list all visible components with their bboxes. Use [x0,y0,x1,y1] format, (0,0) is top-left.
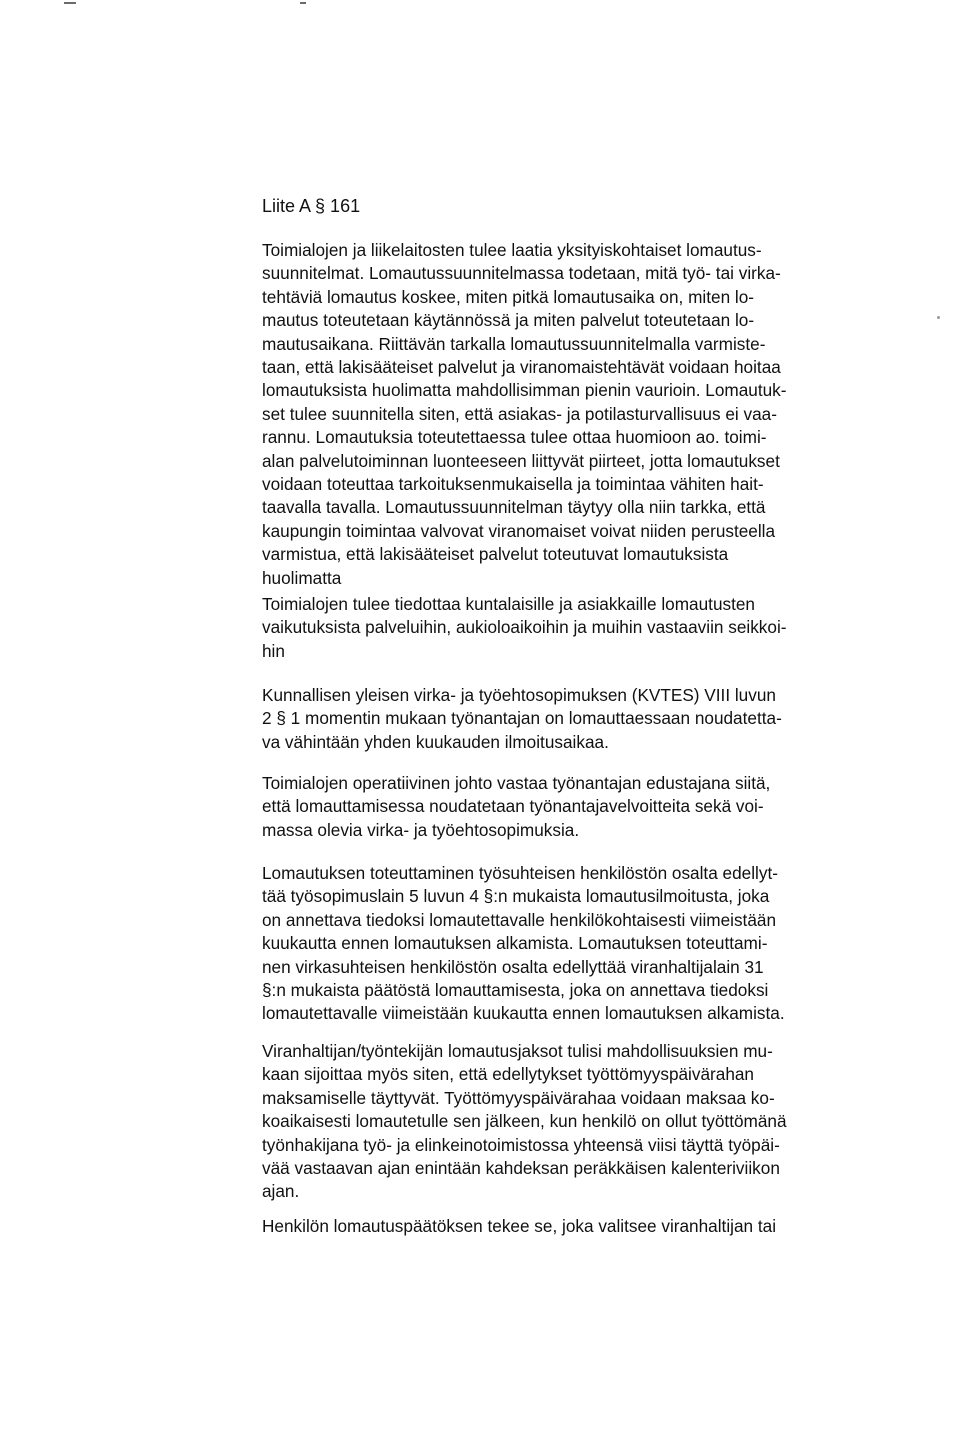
text-line: lomautettavalle viimeistään kuukautta ennen lomautuksen alkamista. [262,1003,785,1024]
text-line: kuukautta ennen lomautuksen alkamista. Lomautuksen toteuttami- [262,933,768,954]
text-line: varmistua, että lakisääteiset palvelut toteutuvat lomautuksista [262,544,729,565]
text-line: va vähintään yhden kuukauden ilmoitusaikaa. [262,731,609,752]
text-line: kaupungin toimintaa valvovat viranomaiset voivat niiden perusteella [262,520,776,541]
scan-artifact-mark [64,2,76,4]
text-line: ajan. [262,1181,300,1202]
text-line: Toimialojen ja liikelaitosten tulee laatia yksityiskohtaiset lomautus- [262,240,762,260]
text-line: taan, että lakisääteiset palvelut ja viranomaistehtävät voidaan hoitaa [262,357,781,378]
text-line: Toimialojen operatiivinen johto vastaa työnantajan edustajana siitä, [262,773,771,793]
text-line: mautus toteutetaan käytännössä ja miten palvelut toteutetaan lo- [262,310,755,331]
text-line: hin [262,640,285,661]
paragraph-lomautussuunnitelmat [262,239,786,590]
text-line: Kunnallisen yleisen virka- ja työehtosopimuksen (KVTES) VIII luvun [262,685,776,705]
text-line: 2 § 1 momentin mukaan työnantajan on lomauttaessaan noudatetta- [262,708,782,729]
text-line: on annettava tiedoksi lomautettavalle henkilökohtaisesti viimeistään [262,909,777,930]
text-line: massa olevia virka- ja työehtosopimuksia. [262,819,580,840]
scan-artifact-speck [937,316,940,319]
text-line: mautusaikana. Riittävän tarkalla lomautussuunnitelmalla varmiste- [262,333,766,354]
text-line: set tulee suunnitella siten, että asiakas- ja potilasturvallisuus ei vaa- [262,403,777,424]
text-line: työnhakijana työ- ja elinkeinotoimistossa yhteensä viisi täyttä työpäi- [262,1134,780,1155]
text-line: tää työsopimuslain 5 luvun 4 §:n mukaista lomautusilmoitusta, joka [262,886,770,907]
paragraph-lomautuksen-toteuttaminen [262,862,785,1026]
paragraph-operatiivinen-johto [262,772,770,842]
scan-artifact-mark [300,2,306,4]
text-line: §:n mukaista päätöstä lomauttamisesta, joka on annettava tiedoksi [262,980,769,1001]
paragraph-lomautusjaksot [262,1040,787,1204]
text-line: lomautuksista huolimatta mahdollisimman pienin vaurioin. Lomautuk- [262,380,787,401]
paragraph-tiedottaminen [262,593,787,663]
text-line: koaikaisesti lomautetulle sen jälkeen, kun henkilö on ollut työttömänä [262,1111,787,1132]
text-line: taavalla tavalla. Lomautussuunnitelman täytyy olla niin tarkka, että [262,497,766,518]
text-line: voidaan toteuttaa tarkoituksenmukaisella ja toimintaa vähiten hait- [262,474,764,495]
text-line: että lomauttamisessa noudatetaan työnantajavelvoitteita sekä voi- [262,796,764,817]
text-line: maksamiselle täyttyvät. Työttömyyspäivärahaa voidaan maksaa ko- [262,1087,775,1108]
text-line: Viranhaltijan/työntekijän lomautusjaksot tulisi mahdollisuuksien mu- [262,1041,773,1061]
text-line: suunnitelmat. Lomautussuunnitelmassa todetaan, mitä työ- tai virka- [262,263,781,284]
paragraph-kvtes-ilmoitusaika [262,684,782,754]
attachment-heading: Liite A § 161 [262,196,361,216]
text-line: Toimialojen tulee tiedottaa kuntalaisille ja asiakkaille lomautusten [262,594,755,614]
paragraph-lomautuspaatos [262,1215,776,1238]
text-line: rannu. Lomautuksia toteutettaessa tulee ottaa huomioon ao. toimi- [262,427,767,448]
text-line: kaan sijoittaa myös siten, että edellytykset työttömyyspäivärahan [262,1064,754,1085]
text-line: tehtäviä lomautus koskee, miten pitkä lomautusaika on, miten lo- [262,286,755,307]
text-line: vää vastaavan ajan enintään kahdeksan peräkkäisen kalenteriviikon [262,1158,780,1179]
text-line: vaikutuksista palveluihin, aukioloaikoihin ja muihin vastaaviin seikkoi- [262,617,787,638]
text-line: huolimatta [262,567,342,588]
text-line: Lomautuksen toteuttaminen työsuhteisen henkilöstön osalta edellyt- [262,863,778,883]
text-line: nen virkasuhteisen henkilöstön osalta edellyttää viranhaltijalain 31 [262,956,764,977]
text-line: alan palvelutoiminnan luonteeseen liittyvät piirteet, jotta lomautukset [262,450,780,471]
text-line: Henkilön lomautuspäätöksen tekee se, joka valitsee viranhaltijan tai [262,1216,777,1236]
